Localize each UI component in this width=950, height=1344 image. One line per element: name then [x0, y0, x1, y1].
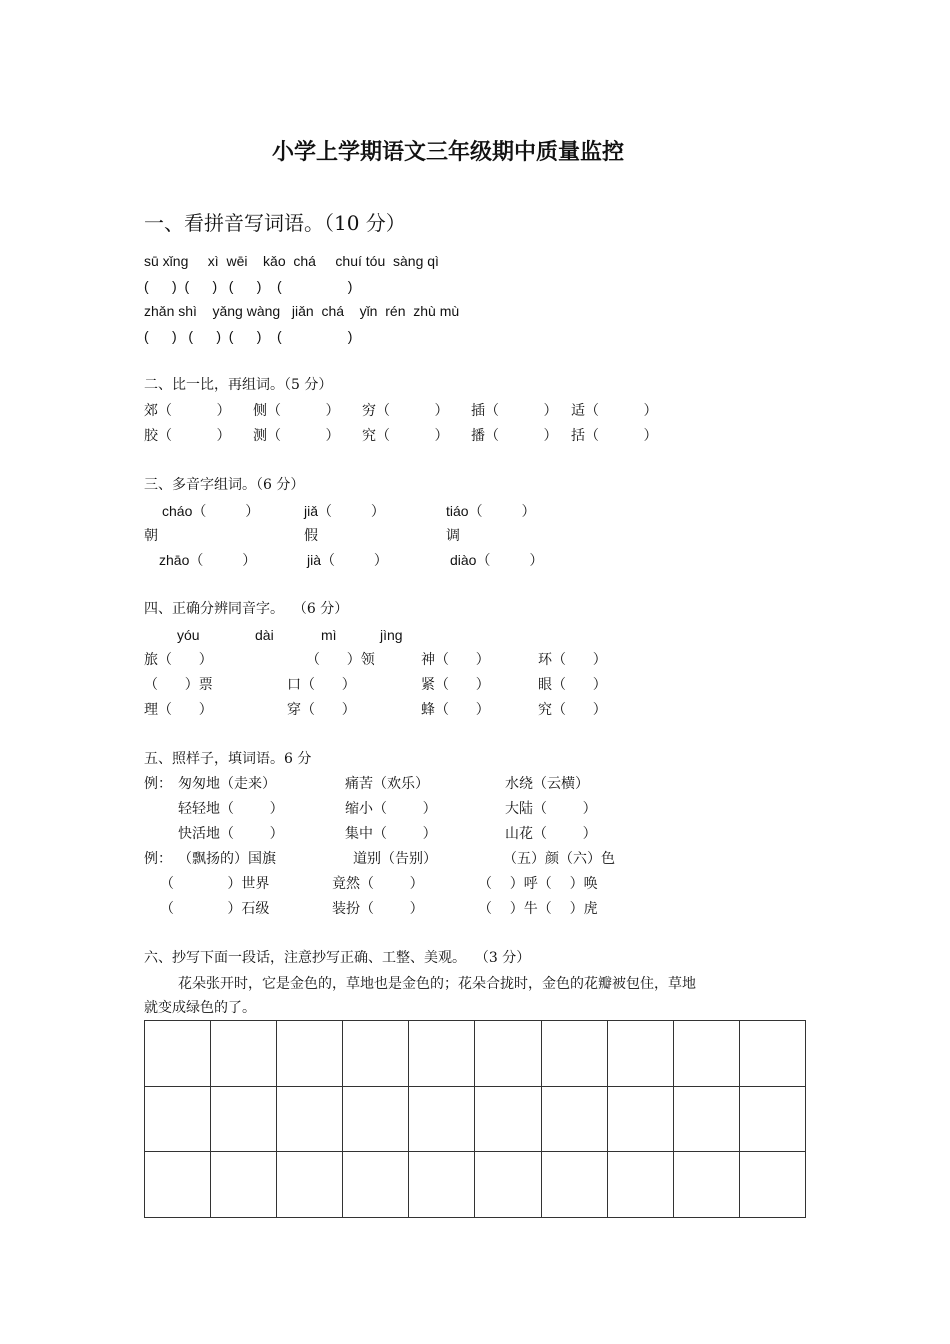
writing-grid-cell[interactable] [145, 1021, 211, 1087]
writing-grid-cell[interactable] [343, 1086, 409, 1152]
fill-item: （ ）石级 [160, 901, 270, 917]
polyphone-char: 调 [446, 528, 460, 544]
compare-item: 括（ ） [571, 428, 658, 444]
homophone-item: 旅（ ） [144, 652, 213, 668]
writing-grid-cell[interactable] [739, 1152, 805, 1218]
compare-item: 郊（ ） [144, 403, 231, 419]
fill-item: 大陆（ ） [505, 801, 597, 817]
copy-passage-line-1: 花朵张开时，它是金色的，草地也是金色的；花朵合拢时，金色的花瓣被包住，草地 [178, 976, 696, 992]
example-item: （五）颜（六）色 [503, 851, 615, 867]
writing-grid-cell[interactable] [673, 1021, 739, 1087]
compare-item: 插（ ） [471, 403, 558, 419]
homophone-pinyin: mì [321, 627, 337, 643]
polyphone-reading: zhāo（ ） [159, 552, 257, 568]
section-3-heading: 三、多音字组词。（6 分） [144, 477, 305, 493]
section-1-heading: 一、看拼音写词语。（10 分） [144, 211, 406, 235]
writing-grid-cell[interactable] [739, 1086, 805, 1152]
homophone-item: 理（ ） [144, 702, 213, 718]
example-label: 例： [144, 851, 172, 867]
page-title: 小学上学期语文三年级期中质量监控 [272, 139, 625, 165]
compare-item: 胶（ ） [144, 428, 231, 444]
writing-grid-cell[interactable] [343, 1152, 409, 1218]
homophone-item: 蜂（ ） [421, 702, 490, 718]
homophone-pinyin: yóu [177, 627, 200, 643]
writing-grid-cell[interactable] [541, 1152, 607, 1218]
writing-grid-cell[interactable] [277, 1021, 343, 1087]
writing-grid-cell[interactable] [409, 1086, 475, 1152]
example-item: 痛苦（欢乐） [345, 776, 429, 792]
section-4-heading: 四、正确分辨同音字。 （6 分） [144, 601, 349, 617]
writing-grid-cell[interactable] [475, 1152, 541, 1218]
writing-grid-cell[interactable] [145, 1152, 211, 1218]
section-2-heading: 二、比一比，再组词。（5 分） [144, 377, 333, 393]
fill-item: （ ）牛（ ）虎 [478, 901, 598, 917]
fill-item: 集中（ ） [345, 826, 437, 842]
fill-item: 装扮（ ） [332, 901, 424, 917]
writing-grid-cell[interactable] [277, 1086, 343, 1152]
compare-item: 侧（ ） [253, 403, 340, 419]
homophone-item: （ ）领 [306, 652, 375, 668]
writing-grid-cell[interactable] [409, 1152, 475, 1218]
answer-parens-row-2: ( ) ( ) ( ) ( ) [144, 328, 353, 344]
homophone-item: （ ）票 [144, 677, 213, 693]
writing-grid-cell[interactable] [607, 1152, 673, 1218]
example-item: 匆匆地（走来） [178, 776, 276, 792]
homophone-item: 紧（ ） [421, 677, 490, 693]
homophone-pinyin: dài [255, 627, 274, 643]
homophone-item: 神（ ） [421, 652, 490, 668]
writing-grid-cell[interactable] [277, 1152, 343, 1218]
fill-item: （ ）呼（ ）唤 [478, 876, 598, 892]
compare-item: 究（ ） [362, 428, 449, 444]
fill-item: 快活地（ ） [178, 826, 284, 842]
polyphone-char: 朝 [144, 528, 158, 544]
writing-grid-cell[interactable] [211, 1086, 277, 1152]
fill-item: 缩小（ ） [345, 801, 437, 817]
polyphone-reading: diào（ ） [450, 552, 544, 568]
compare-item: 播（ ） [471, 428, 558, 444]
writing-grid-cell[interactable] [211, 1152, 277, 1218]
writing-grid-cell[interactable] [211, 1021, 277, 1087]
pinyin-row-2: zhǎn shì yǎng wàng jiǎn chá yǐn rén zhù mù [144, 303, 460, 319]
writing-grid-cell[interactable] [541, 1021, 607, 1087]
polyphone-reading: jià（ ） [307, 552, 388, 568]
compare-item: 穷（ ） [362, 403, 449, 419]
homophone-item: 眼（ ） [538, 677, 607, 693]
pinyin-row-1: sū xǐng xì wēi kǎo chá chuí tóu sàng qì [144, 253, 439, 269]
section-5-heading: 五、照样子，填词语。6 分 [144, 751, 312, 767]
writing-grid-cell[interactable] [607, 1021, 673, 1087]
homophone-item: 究（ ） [538, 702, 607, 718]
example-item: 水绕（云横） [505, 776, 589, 792]
fill-item: 山花（ ） [505, 826, 597, 842]
writing-grid-row [145, 1021, 806, 1087]
example-item: （飘扬的）国旗 [178, 851, 276, 867]
fill-item: 轻轻地（ ） [178, 801, 284, 817]
polyphone-char: 假 [304, 528, 318, 544]
writing-grid-row [145, 1086, 806, 1152]
writing-grid-cell[interactable] [475, 1086, 541, 1152]
writing-grid-cell[interactable] [475, 1021, 541, 1087]
writing-grid-cell[interactable] [343, 1021, 409, 1087]
section-6-heading: 六、抄写下面一段话，注意抄写正确、工整、美观。 （3 分） [144, 950, 531, 966]
homophone-item: 环（ ） [538, 652, 607, 668]
polyphone-reading: tiáo（ ） [446, 503, 536, 519]
writing-grid-cell[interactable] [673, 1086, 739, 1152]
writing-grid-cell[interactable] [541, 1086, 607, 1152]
homophone-item: 穿（ ） [287, 702, 356, 718]
writing-grid-cell[interactable] [409, 1021, 475, 1087]
writing-grid-row [145, 1152, 806, 1218]
polyphone-reading: jiǎ（ ） [304, 503, 385, 519]
homophone-pinyin: jìng [380, 627, 403, 643]
compare-item: 测（ ） [253, 428, 340, 444]
writing-grid-cell[interactable] [739, 1021, 805, 1087]
writing-grid [144, 1020, 806, 1218]
writing-grid-cell[interactable] [607, 1086, 673, 1152]
writing-grid-cell[interactable] [673, 1152, 739, 1218]
polyphone-reading: cháo（ ） [162, 503, 260, 519]
example-label: 例： [144, 776, 172, 792]
copy-passage-line-2: 就变成绿色的了。 [144, 1000, 256, 1016]
example-item: 道别（告别） [353, 851, 437, 867]
fill-item: 竟然（ ） [332, 876, 424, 892]
compare-item: 适（ ） [571, 403, 658, 419]
writing-grid-cell[interactable] [145, 1086, 211, 1152]
answer-parens-row-1: ( ) ( ) ( ) ( ) [144, 278, 353, 294]
fill-item: （ ）世界 [160, 876, 270, 892]
homophone-item: 口（ ） [287, 677, 356, 693]
